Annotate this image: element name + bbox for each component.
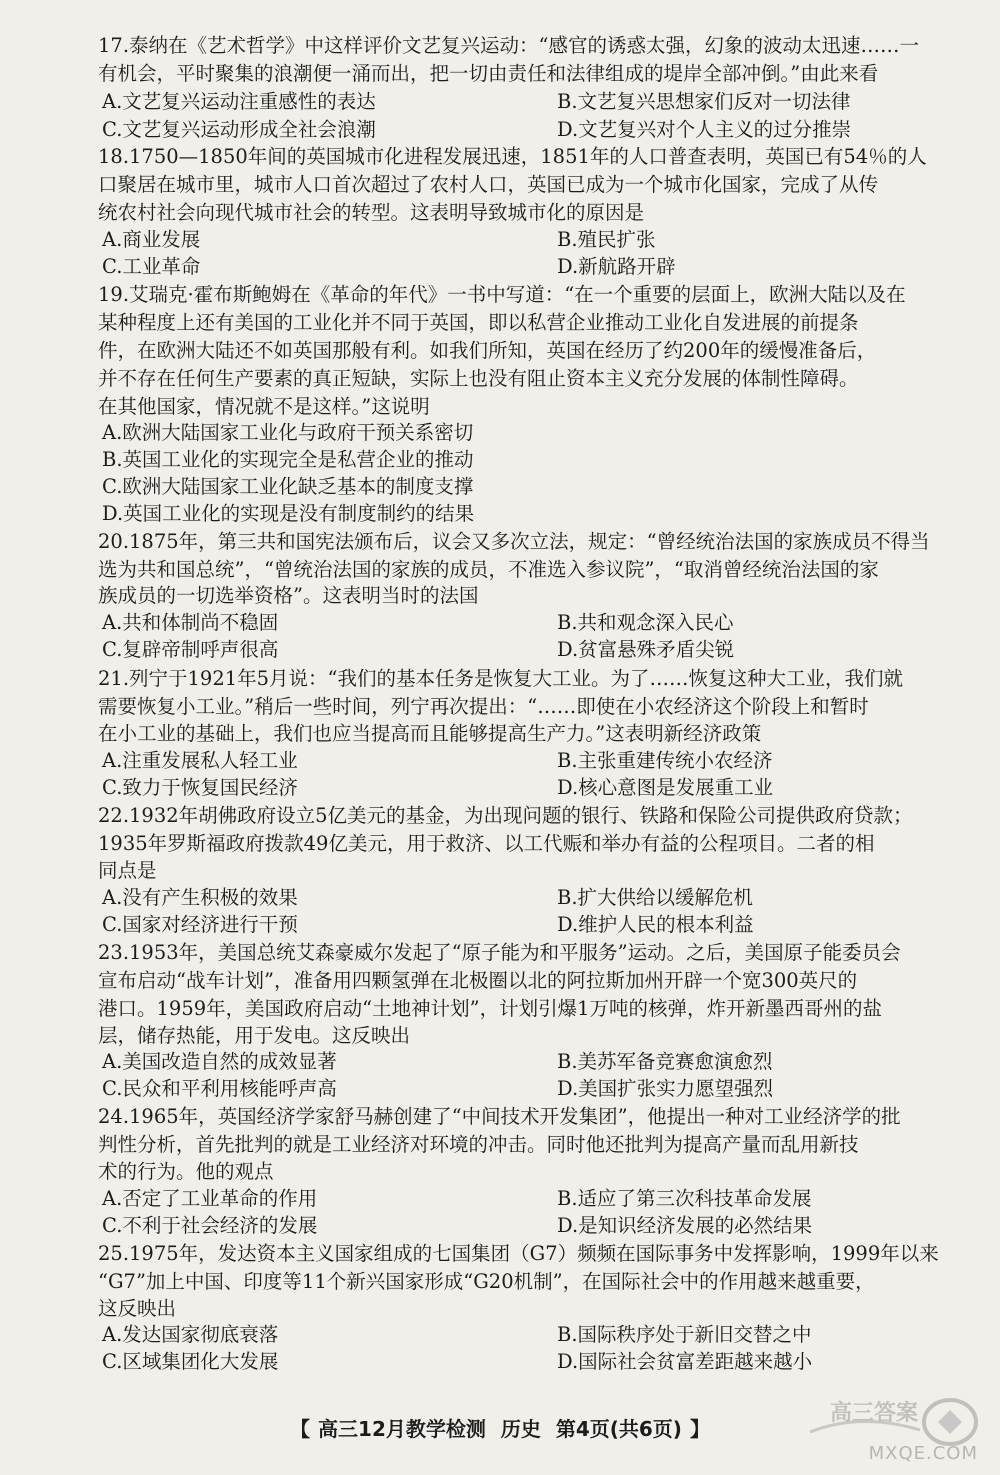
watermark-text: MXQE.COM — [868, 1443, 978, 1464]
question-stem: 23.1953年，美国总统艾森豪威尔发起了“原子能为和平服务”运动。之后，美国原子能委员会 — [98, 941, 901, 964]
option-d: D.维护人民的根本利益 — [557, 913, 754, 936]
footer-exam-name: 高三12月教学检测 — [318, 1417, 486, 1441]
option-b: B.美苏军备竞赛愈演愈烈 — [557, 1050, 773, 1073]
option-c: C.工业革命 — [102, 255, 201, 278]
footer-subject: 历史 — [500, 1417, 541, 1441]
option-d: D.核心意图是发展重工业 — [557, 776, 774, 799]
question-stem: 22.1932年胡佛政府设立5亿美元的基金，为出现问题的银行、铁路和保险公司提供政府贷款； — [98, 804, 913, 827]
question-stem: 1935年罗斯福政府拨款49亿美元，用于救济、以工代赈和举办有益的公程项目。二者的相 — [98, 832, 875, 855]
option-b: B.主张重建传统小农经济 — [557, 749, 773, 772]
watermark-subtext: 高三答案 — [830, 1401, 919, 1426]
option-d: D.贫富悬殊矛盾尖锐 — [557, 638, 735, 661]
question-stem: 统农村社会向现代城市社会的转型。这表明导致城市化的原因是 — [98, 201, 645, 224]
question-stem: 并不存在任何生产要素的真正短缺，实际上也没有阻止资本主义充分发展的体制性障碍。 — [98, 367, 859, 390]
footer-bracket-open: 【 — [290, 1417, 311, 1441]
option-a: A.美国改造自然的成效显著 — [102, 1050, 337, 1073]
question-stem: 18.1750—1850年间的英国城市化进程发展迅速，1851年的人口普查表明，英国已有54％的人 — [98, 145, 927, 168]
option-c: C.欧洲大陆国家工业化缺乏基本的制度支撑 — [102, 475, 474, 498]
option-b: B.英国工业化的实现完全是私营企业的推动 — [102, 448, 474, 471]
option-d: D.英国工业化的实现是没有制度制约的结果 — [102, 502, 475, 525]
question-stem: 21.列宁于1921年5月说：“我们的基本任务是恢复大工业。为了……恢复这种大工业，我们就 — [98, 667, 904, 690]
question-stem: 19.艾瑞克·霍布斯鲍姆在《革命的年代》一书中写道：“在一个重要的层面上，欧洲大陆以及在 — [98, 283, 906, 306]
option-b: B.文艺复兴思想家们反对一切法律 — [557, 90, 851, 113]
question-stem: “G7”加上中国、印度等11个新兴国家形成“G20机制”，在国际社会中的作用越来越重要， — [98, 1270, 875, 1293]
question-stem: 24.1965年，英国经济学家舒马赫创建了“中间技术开发集团”，他提出一种对工业经济学的批 — [98, 1105, 901, 1128]
question-stem: 某种程度上还有美国的工业化并不同于英国，即以私营企业推动工业化自发进展的前提条 — [98, 311, 859, 334]
question-stem: 17.泰纳在《艺术哲学》中这样评价文艺复兴运动：“感官的诱惑太强，幻象的波动太迅速……一 — [98, 34, 919, 57]
question-stem: 口聚居在城市里，城市人口首次超过了农村人口，英国已成为一个城市化国家，完成了从传 — [98, 173, 879, 196]
question-stem: 术的行为。他的观点 — [98, 1160, 274, 1183]
option-a: A.否定了工业革命的作用 — [102, 1187, 318, 1210]
question-stem: 件，在欧洲大陆还不如英国那般有利。如我们所知，英国在经历了约200年的缓慢准备后， — [98, 339, 877, 362]
option-b: B.适应了第三次科技革命发展 — [557, 1187, 812, 1210]
question-stem: 层，储存热能，用于发电。这反映出 — [98, 1024, 411, 1047]
option-b: B.国际秩序处于新旧交替之中 — [557, 1323, 812, 1346]
watermark — [800, 1392, 990, 1470]
question-stem: 25.1975年，发达资本主义国家组成的七国集团（G7）频频在国际事务中发挥影响，1999年以来 — [98, 1242, 939, 1265]
option-a: A.文艺复兴运动注重感性的表达 — [102, 90, 376, 113]
option-b: B.殖民扩张 — [557, 228, 656, 251]
question-stem: 判性分析，首先批判的就是工业经济对环境的冲击。同时他还批判为提高产量而乱用新技 — [98, 1133, 859, 1156]
option-b: B.共和观念深入民心 — [557, 611, 734, 634]
option-d: D.国际社会贫富差距越来越小 — [557, 1350, 813, 1373]
footer-bracket-close: 】 — [689, 1417, 710, 1441]
option-d: D.美国扩张实力愿望强烈 — [557, 1077, 774, 1100]
option-c: C.复辟帝制呼声很高 — [102, 638, 279, 661]
question-stem: 在小工业的基础上，我们也应当提高而且能够提高生产力。”这表明新经济政策 — [98, 722, 762, 745]
option-c: C.文艺复兴运动形成全社会浪潮 — [102, 118, 376, 141]
option-a: A.商业发展 — [102, 228, 201, 251]
question-stem: 同点是 — [98, 859, 157, 882]
question-stem: 选为共和国总统”，“曾统治法国的家族的成员，不准选入参议院”，“取消曾经统治法国的家 — [98, 558, 879, 581]
option-d: D.是知识经济发展的必然结果 — [557, 1214, 813, 1237]
option-c: C.区域集团化大发展 — [102, 1350, 279, 1373]
option-c: C.致力于恢复国民经济 — [102, 776, 298, 799]
question-stem: 宣布启动“战车计划”，准备用四颗氢弹在北极圈以北的阿拉斯加州开辟一个宽300英尺的 — [98, 969, 858, 992]
question-stem: 这反映出 — [98, 1297, 177, 1320]
question-stem: 有机会，平时聚集的浪潮便一涌而出，把一切由责任和法律组成的堤岸全部冲倒。”由此来看 — [98, 62, 879, 85]
option-a: A.发达国家彻底衰落 — [102, 1323, 279, 1346]
option-d: D.文艺复兴对个人主义的过分推崇 — [557, 118, 852, 141]
question-stem: 在其他国家，情况就不是这样。”这说明 — [98, 395, 430, 418]
option-c: C.不利于社会经济的发展 — [102, 1214, 318, 1237]
question-stem: 20.1875年，第三共和国宪法颁布后，议会又多次立法，规定：“曾经统治法国的家族成员不得当 — [98, 530, 930, 553]
option-c: C.民众和平利用核能呼声高 — [102, 1077, 337, 1100]
footer-page-number: 第4页(共6页) — [555, 1417, 682, 1441]
option-a: A.共和体制尚不稳固 — [102, 611, 279, 634]
option-a: A.欧洲大陆国家工业化与政府干预关系密切 — [102, 421, 474, 444]
question-stem: 港口。1959年，美国政府启动“土地神计划”，计划引爆1万吨的核弹，炸开新墨西哥州的盐 — [98, 997, 882, 1020]
option-c: C.国家对经济进行干预 — [102, 913, 298, 936]
question-stem: 族成员的一切选举资格”。这表明当时的法国 — [98, 584, 479, 607]
option-a: A.没有产生积极的效果 — [102, 886, 298, 909]
question-stem: 需要恢复小工业。”稍后一些时间，列宁再次提出：“……即使在小农经济这个阶段上和暂时 — [98, 695, 869, 718]
option-b: B.扩大供给以缓解危机 — [557, 886, 754, 909]
option-a: A.注重发展私人轻工业 — [102, 749, 298, 772]
option-d: D.新航路开辟 — [557, 255, 676, 278]
